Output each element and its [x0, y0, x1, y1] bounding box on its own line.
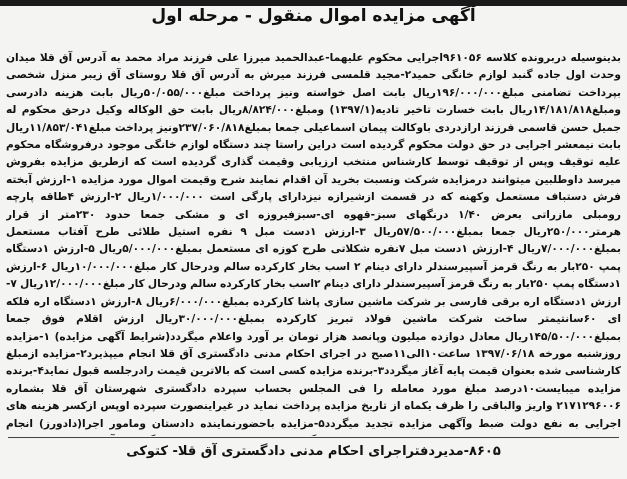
footer-divider: [8, 437, 619, 438]
notice-signature: ۸۶۰۵-مدیردفتراجرای احکام مدنی دادگستری آق قلا- کتوکی: [126, 444, 501, 459]
notice-title: آگهی مزایده اموال منقول - مرحله اول: [151, 6, 476, 26]
notice-body: بدینوسیله دربرونده کلاسه ۹۶۱۰۵۶اجرایی محکوم علیهما-عبدالحمید میرزا علی فرزند مراد محمد به آدرس آق قلا میدان وحدت اول جاده گنبد لوازم خانگی حمید۲-مجید قلمسی فرزند میرش به آدرس آق قلا روستای آق زیبر منزل شخصی بپرداخت تضامنی مبلغ۱۹۶/۰۰۰/۰۰۰ریال بابت اصل خواسته ونیز پرداخت مبلغ۵۰/۰۵۵/۰۰۰ریال بابت هزینه دادرسی ومبلغ۱۴/۱۸۱/۸۱۸ریال بابت خسارت تاخیر تادیه(۱۳۹۷/۱) ومبلغ۸/۸۲۴/۰۰۰ریال بابت حق الوکاله وکیل درحق محکوم له جمیل حسن قاسمی فرزند ارازدردی باوکالت پیمان اسماعیلی جمعا بمبلغ۲۳۷/۰۶۰/۸۱۸ونیز پرداخت مبلغ۱۱/۸۵۳/۰۴۱ریال بابت نیمعشر اجرایی در حق دولت محکوم گردیده است دراین راستا چند دستگاه لوازم خانگی موجود درفروشگاه محکوم علیه توقیف وپس از توقیف توسط کارشناس منتخب ارزیابی وقیمت گذاری گردیده است که ازطریق مزایده بفروش میرسد داوطلبین میتوانند درمزایده شرکت ونسبت بخرید آن اقدام نمایند شرح وقیمت اموال مورد مزایده ۱-ارزش آبخته فرش دستباف مستعمل وکهنه که در قسمت ازشیرازه نیزدارای پارگی است ۱/۰۰۰/۰۰۰ریال ۲-ارزش ۴طاقه پارچه رومبلی مازراتی بعرض ۱/۴۰ درنگهای سبز-قهوه ای-سبزفیروزه ای و مشکی جمعا حدود ۲۳۰متر از قرار هرمتر۲۵۰/۰۰۰ریال جمعا بمبلغ۵۷/۵۰۰/۰۰۰ریال ۳-ارزش ۱دست مبل ۹ نفره استیل طلائی طرح آفتاب مستعمل بمبلغ۷/۰۰۰/۰۰۰ریال ۴-ارزش ۱دست مبل ۷نفره شکلاتی طرح کوزه ای مستعمل بمبلغ۵/۰۰۰/۰۰۰ریال ۵-ارزش ۱دستگاه پمپ ۲۵۰بار به رنگ قرمز آسپیرسندلر دارای دینام ۲ اسب بخار کارکرده سالم ودرحال کار مبلغ۱۰/۰۰۰/۰۰۰ریال ۶-ارزش ۱دستگاه پمپ ۲۵۰بار به رنگ قرمز آسپیرسندلر دارای دینام ۲اسب بخار کارکرده سالم ودرحال کار مبلغ۱۲/۰۰۰/۰۰۰ریال ۷-ارزش ۱دستگاه اره برقی فارسی بر شرکت ماشین سازی پاشا کارکرده بمبلغ۶/۰۰۰/۰۰۰ریال ۸-ارزش ۱دستگاه اره فلکه ای ۶۰سانتیمتر ساخت شرکت ماشین فولاد تبریز کارکرده بمبلغ۳۰/۰۰۰/۰۰۰ریال ارزش اقلام فوق جمعا بمبلغ۱۴۵/۵۰۰/۰۰۰ریال معادل دوازده میلیون وپانصد هزار تومان بر آورد واعلام میگردد(شرایط آگهی مزایده) ۱-مزایده روزشنبه مورخه ۱۳۹۷/۰۶/۱۸ ساعت۱۰الی۱۱صبح در اجرای احکام مدنی دادگستری آق قلا انجام میپذیرد۲-مزایده ازمبلغ کارشناسی شده بعنوان قیمت پایه آغاز میگردد۳-برنده مزایده کسی است که بالاترین قیمت رادرجلسه قبول نماید۴-برنده مزایده میبایست۱۰درصد مبلغ مورد معامله را فی المجلس بحساب سپرده دادگستری شهرستان آق قلا بشماره ۲۱۷۱۲۹۶۰۰۶ واریز والباقی را ظرف یکماه از تاریخ مزایده پرداخت نماید در غیراینصورت سپرده اوپس ازکسر هزینه های اجرایی به نفع دولت ضبط وآگهی مزایده تجدید میگردد۵-مزایده باحضورنماینده دادستان ومامور اجرا(دادورز) انجام: [6, 52, 621, 430]
